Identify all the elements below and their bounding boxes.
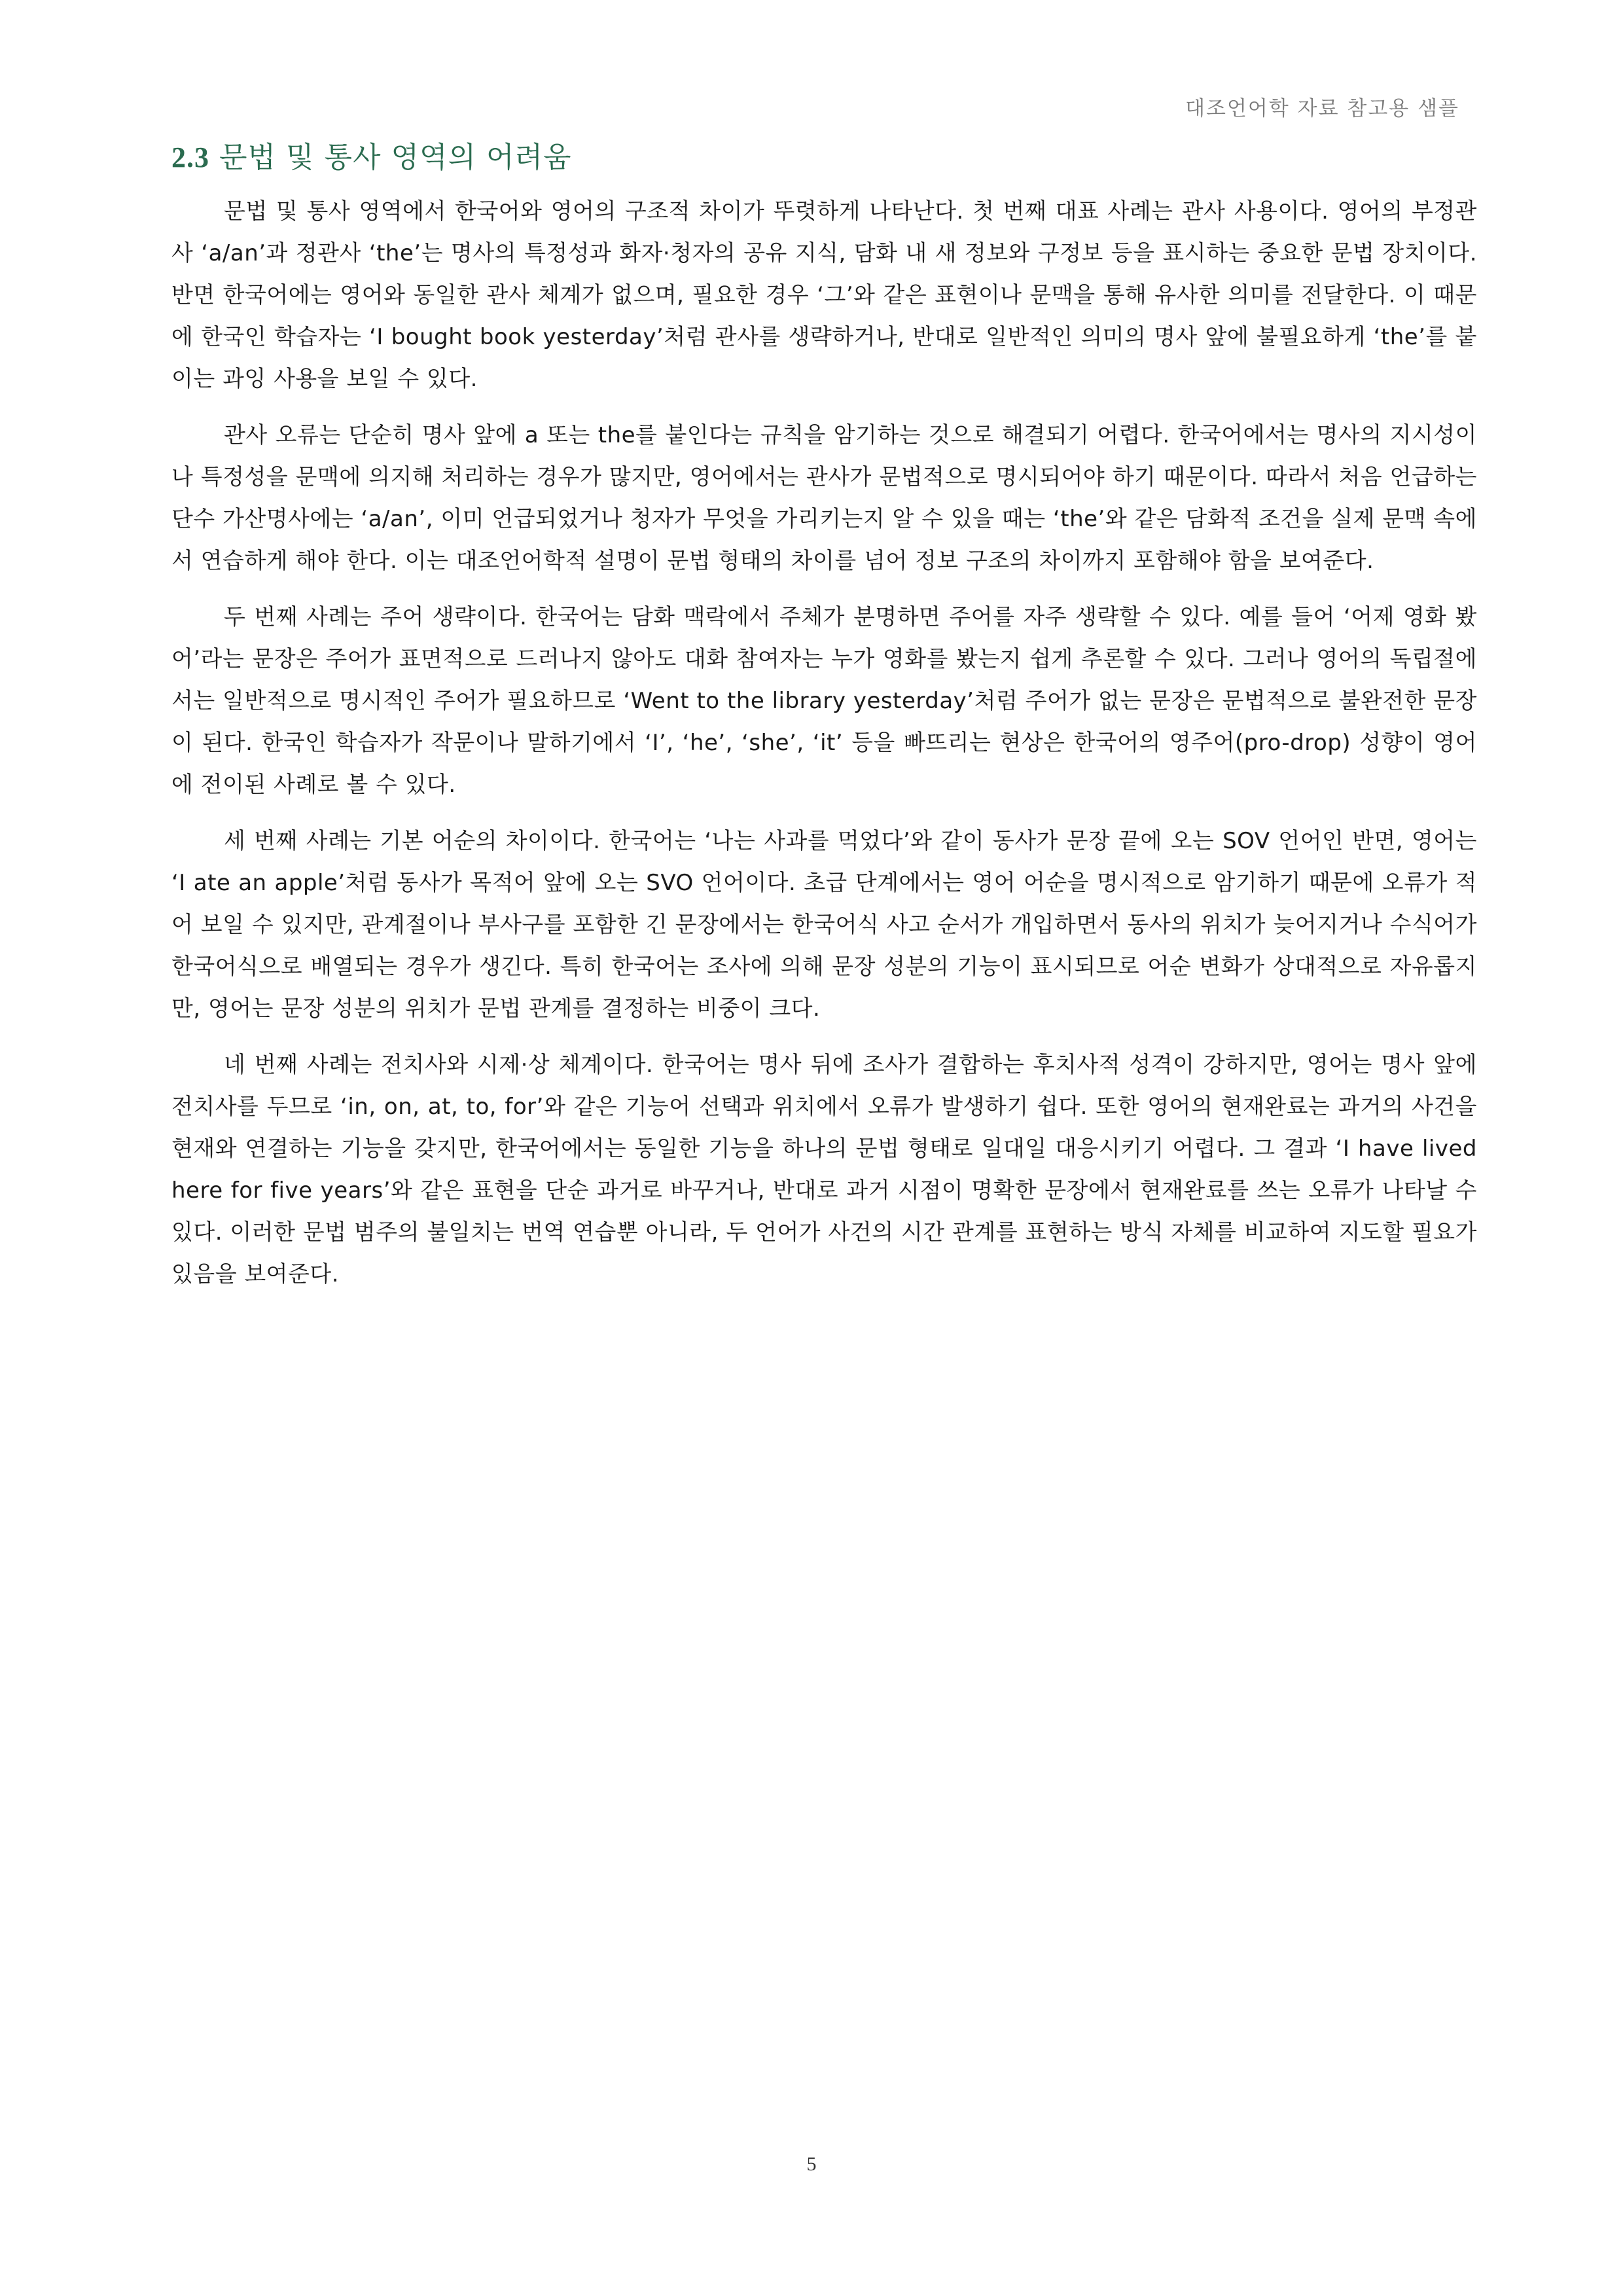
paragraph-subject-omission: 두 번째 사례는 주어 생략이다. 한국어는 담화 맥락에서 주체가 분명하면 주어를 자주 생략할 수 있다. 예를 들어 ‘어제 영화 봤어’라는 문장은 주어가 표면적으로 드러나지 않아도 대화 참여자는 누가 영화를 봤는지 쉽게 추론할 수 있다. 그러나 영어의 독립절에서는 일반적으로 명시적인 주어가 필요하므로 ‘Went to the library yesterday’처럼 주어가 없는 문장은 문법적으로 불완전한 문장이 된다. 한국인 학습자가 작문이나 말하기에서 ‘I’, ‘he’, ‘she’, ‘it’ 등을 빠뜨리는 현상은 한국어의 영주어(pro-drop) 성향이 영어에 전이된 사례로 볼 수 있다. xyxy=(171,604,1477,798)
section-number: 2.3 xyxy=(171,141,209,173)
main-content xyxy=(171,134,1477,1310)
running-header: 대조언어학 자료 참고용 샘플 xyxy=(1185,97,1459,120)
section-title: 문법 및 통사 영역의 어려움 xyxy=(219,141,572,174)
paragraph-word-order: 세 번째 사례는 기본 어순의 차이이다. 한국어는 ‘나는 사과를 먹었다’와 같이 동사가 문장 끝에 오는 SOV 언어인 반면, 영어는 ‘I ate an apple’처럼 동사가 목적어 앞에 오는 SVO 언어이다. 초급 단계에서는 영어 어순을 명시적으로 암기하기 때문에 오류가 적어 보일 수 있지만, 관계절이나 부사구를 포함한 긴 문장에서는 한국어식 사고 순서가 개입하면서 동사의 위치가 늦어지거나 수식어가 한국어식으로 배열되는 경우가 생긴다. 특히 한국어는 조사에 의해 문장 성분의 기능이 표시되므로 어순 변화가 상대적으로 자유롭지만, 영어는 문장 성분의 위치가 문법 관계를 결정하는 비중이 크다. xyxy=(171,828,1477,1022)
paragraph-article-errors: 관사 오류는 단순히 명사 앞에 a 또는 the를 붙인다는 규칙을 암기하는 것으로 해결되기 어렵다. 한국어에서는 명사의 지시성이나 특정성을 문맥에 의지해 처리하는 경우가 많지만, 영어에서는 관사가 문법적으로 명시되어야 하기 때문이다. 따라서 처음 언급하는 단수 가산명사에는 ‘a/an’, 이미 언급되었거나 청자가 무엇을 가리키는지 알 수 있을 때는 ‘the’와 같은 담화적 조건을 실제 문맥 속에서 연습하게 해야 한다. 이는 대조언어학적 설명이 문법 형태의 차이를 넘어 정보 구조의 차이까지 포함해야 함을 보여준다. xyxy=(171,422,1477,574)
paragraph-prepositions-tense: 네 번째 사례는 전치사와 시제·상 체계이다. 한국어는 명사 뒤에 조사가 결합하는 후치사적 성격이 강하지만, 영어는 명사 앞에 전치사를 두므로 ‘in, on, at, to, for’와 같은 기능어 선택과 위치에서 오류가 발생하기 쉽다. 또한 영어의 현재완료는 과거의 사건을 현재와 연결하는 기능을 갖지만, 한국어에서는 동일한 기능을 하나의 문법 형태로 일대일 대응시키기 어렵다. 그 결과 ‘I have lived here for five years’와 같은 표현을 단순 과거로 바꾸거나, 반대로 과거 시점이 명확한 문장에서 현재완료를 쓰는 오류가 나타날 수 있다. 이러한 문법 범주의 불일치는 번역 연습뿐 아니라, 두 언어가 사건의 시간 관계를 표현하는 방식 자체를 비교하여 지도할 필요가 있음을 보여준다. xyxy=(171,1052,1477,1287)
paragraph-articles: 문법 및 통사 영역에서 한국어와 영어의 구조적 차이가 뚜렷하게 나타난다. 첫 번째 대표 사례는 관사 사용이다. 영어의 부정관사 ‘a/an’과 정관사 ‘the’는 명사의 특정성과 화자·청자의 공유 지식, 담화 내 새 정보와 구정보 등을 표시하는 중요한 문법 장치이다. 반면 한국어에는 영어와 동일한 관사 체계가 없으며, 필요한 경우 ‘그’와 같은 표현이나 문맥을 통해 유사한 의미를 전달한다. 이 때문에 한국인 학습자는 ‘I bought book yesterday’처럼 관사를 생략하거나, 반대로 일반적인 의미의 명사 앞에 불필요하게 ‘the’를 붙이는 과잉 사용을 보일 수 있다. xyxy=(171,198,1477,392)
section-heading xyxy=(171,134,1477,181)
page-number: 5 xyxy=(806,2153,817,2175)
